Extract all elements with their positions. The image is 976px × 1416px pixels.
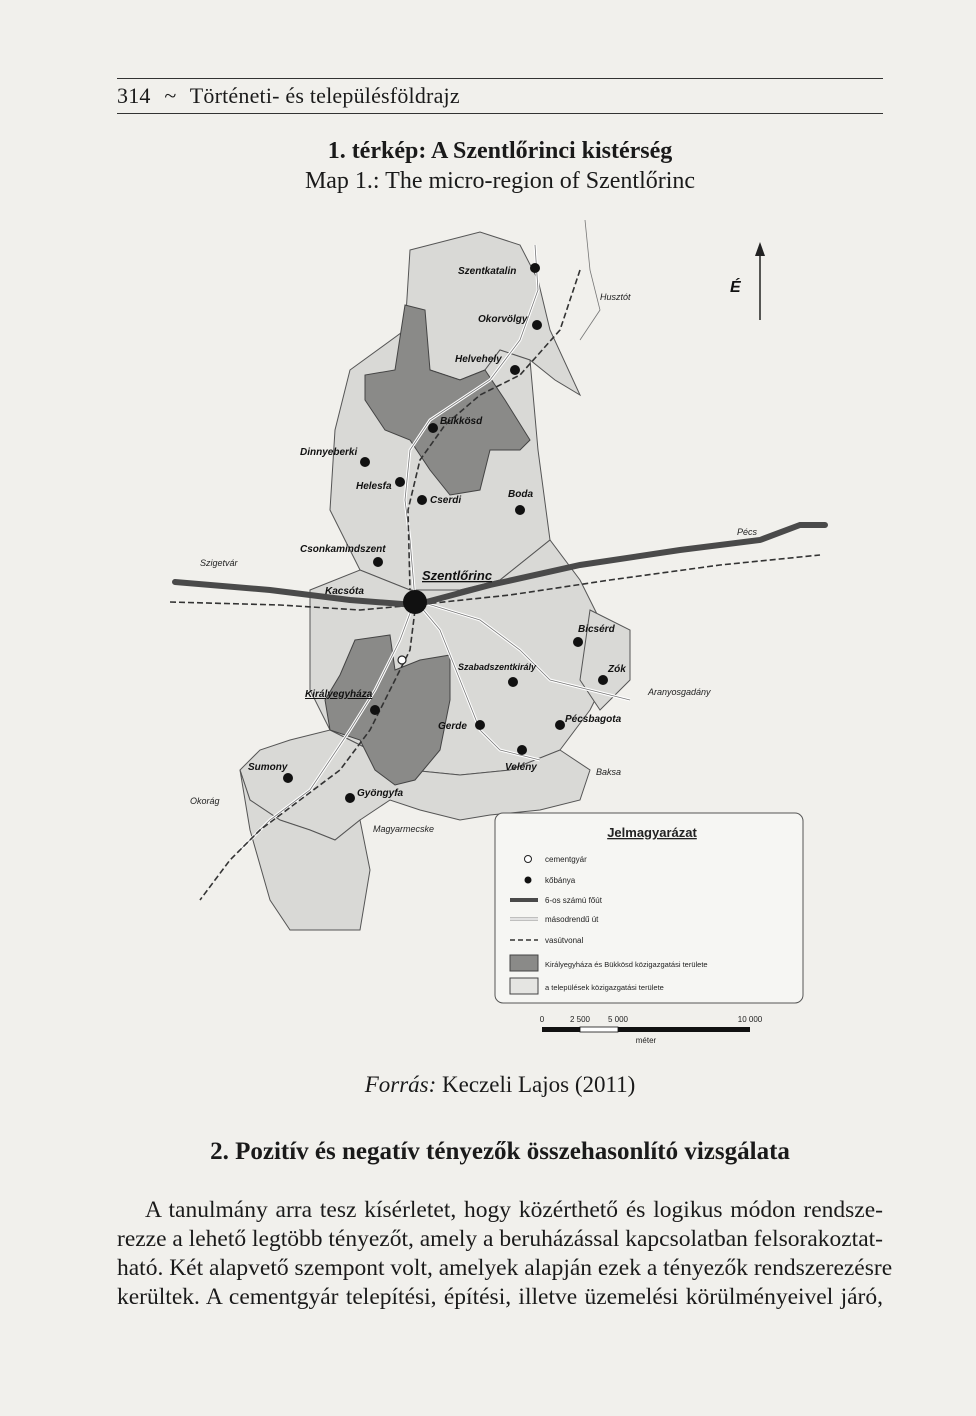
source-text: Keczeli Lajos (2011) xyxy=(442,1072,636,1097)
legend-item-cement: cementgyár xyxy=(545,855,587,864)
legend xyxy=(495,813,803,1003)
figure-source xyxy=(117,1072,883,1098)
label-kiralyegyhaza: Királyegyháza xyxy=(305,689,373,700)
legend-title: Jelmagyarázat xyxy=(607,825,697,840)
legend-item-area: a települések közigazgatási területe xyxy=(545,983,664,992)
label-pecsbagota: Pécsbagota xyxy=(565,714,622,725)
legend-cement-icon xyxy=(525,856,532,863)
section-heading: 2. Pozitív és negatív tényezők összehasonlító vizsgálata xyxy=(210,1138,790,1165)
running-title: Történeti- és településföldrajz xyxy=(189,83,460,108)
legend-highlight-swatch xyxy=(510,955,538,971)
map-figure xyxy=(160,210,840,1060)
body-line: rezze a lehető legtöbb tényezőt, amely a beruházással kapcsolatban felsorakoztat- xyxy=(117,1226,883,1252)
legend-item-mainroad: 6-os számú főút xyxy=(545,896,602,905)
label-gyongyfa: Gyöngyfa xyxy=(357,788,404,799)
legend-item-highlight: Királyegyháza és Bükkösd közigazgatási területe xyxy=(545,960,708,969)
label-aranyosgadany: Aranyosgadány xyxy=(648,687,711,697)
label-bukkosd: Bükkösd xyxy=(440,416,483,427)
label-zok: Zók xyxy=(608,664,626,675)
label-veleny: Velény xyxy=(505,762,537,773)
label-boda: Boda xyxy=(508,489,533,500)
body-line: kerültek. A cementgyár telepítési, építési, illetve üzemelési körülményeivel járó, xyxy=(117,1284,883,1310)
legend-quarry-icon xyxy=(525,877,532,884)
label-gerde: Gerde xyxy=(438,721,467,732)
north-arrow-icon xyxy=(755,242,765,320)
north-label: É xyxy=(730,279,741,296)
map-title-hu: 1. térkép: A Szentlőrinci kistérség xyxy=(327,138,673,164)
page-number: 314 xyxy=(117,83,151,108)
label-csonkamindszent: Csonkamindszent xyxy=(300,544,386,555)
label-helvehely: Helvehely xyxy=(455,354,502,365)
body-line: ható. Két alapvető szempont volt, amelyek alapján ezek a tényezők rendszerezésre xyxy=(117,1255,893,1281)
label-szentkatalin: Szentkatalin xyxy=(458,266,517,277)
running-head xyxy=(117,78,883,114)
scale-tick-2: 5 000 xyxy=(607,1015,629,1024)
body-paragraph xyxy=(117,1196,893,1312)
label-okorag: Okorág xyxy=(190,796,220,806)
label-szigetvar: Szigetvár xyxy=(200,558,238,568)
label-okorvolgy: Okorvölgy xyxy=(478,314,528,325)
label-kacsota: Kacsóta xyxy=(325,586,364,597)
legend-item-quarry: kőbánya xyxy=(545,876,576,885)
label-helesfa: Helesfa xyxy=(356,481,392,492)
label-cserdi: Cserdi xyxy=(430,495,462,506)
label-pecs: Pécs xyxy=(737,527,758,537)
label-magyarmecske: Magyarmecske xyxy=(373,824,435,834)
body-line: A tanulmány arra tesz kísérletet, hogy közérthető és logikus módon rendsze- xyxy=(145,1197,883,1223)
cement-factory-icon xyxy=(398,656,406,664)
label-szabadszentkiraly: Szabadszentkirály xyxy=(458,662,537,672)
legend-area-swatch xyxy=(510,978,538,994)
label-bicserd: Bicsérd xyxy=(578,624,615,635)
label-husztot: Husztót xyxy=(600,292,631,302)
map-title-en: Map 1.: The micro-region of Szentlőrinc xyxy=(304,168,696,194)
scale-bar xyxy=(540,1015,763,1045)
label-dinnyeberki: Dinnyeberki xyxy=(300,447,358,458)
label-baksa: Baksa xyxy=(596,767,622,777)
source-label: Forrás: xyxy=(364,1072,437,1097)
scale-tick-1: 2 500 xyxy=(569,1015,591,1024)
label-sumony: Sumony xyxy=(248,762,288,773)
legend-item-secondary: másodrendű út xyxy=(545,915,599,924)
legend-item-railway: vasútvonal xyxy=(545,936,584,945)
scale-tick-3: 10 000 xyxy=(737,1015,763,1024)
scale-unit: méter xyxy=(635,1036,657,1045)
scale-tick-0: 0 xyxy=(539,1015,545,1024)
label-szentlorinc: Szentlőrinc xyxy=(422,568,493,583)
header-separator: ~ xyxy=(164,83,177,108)
